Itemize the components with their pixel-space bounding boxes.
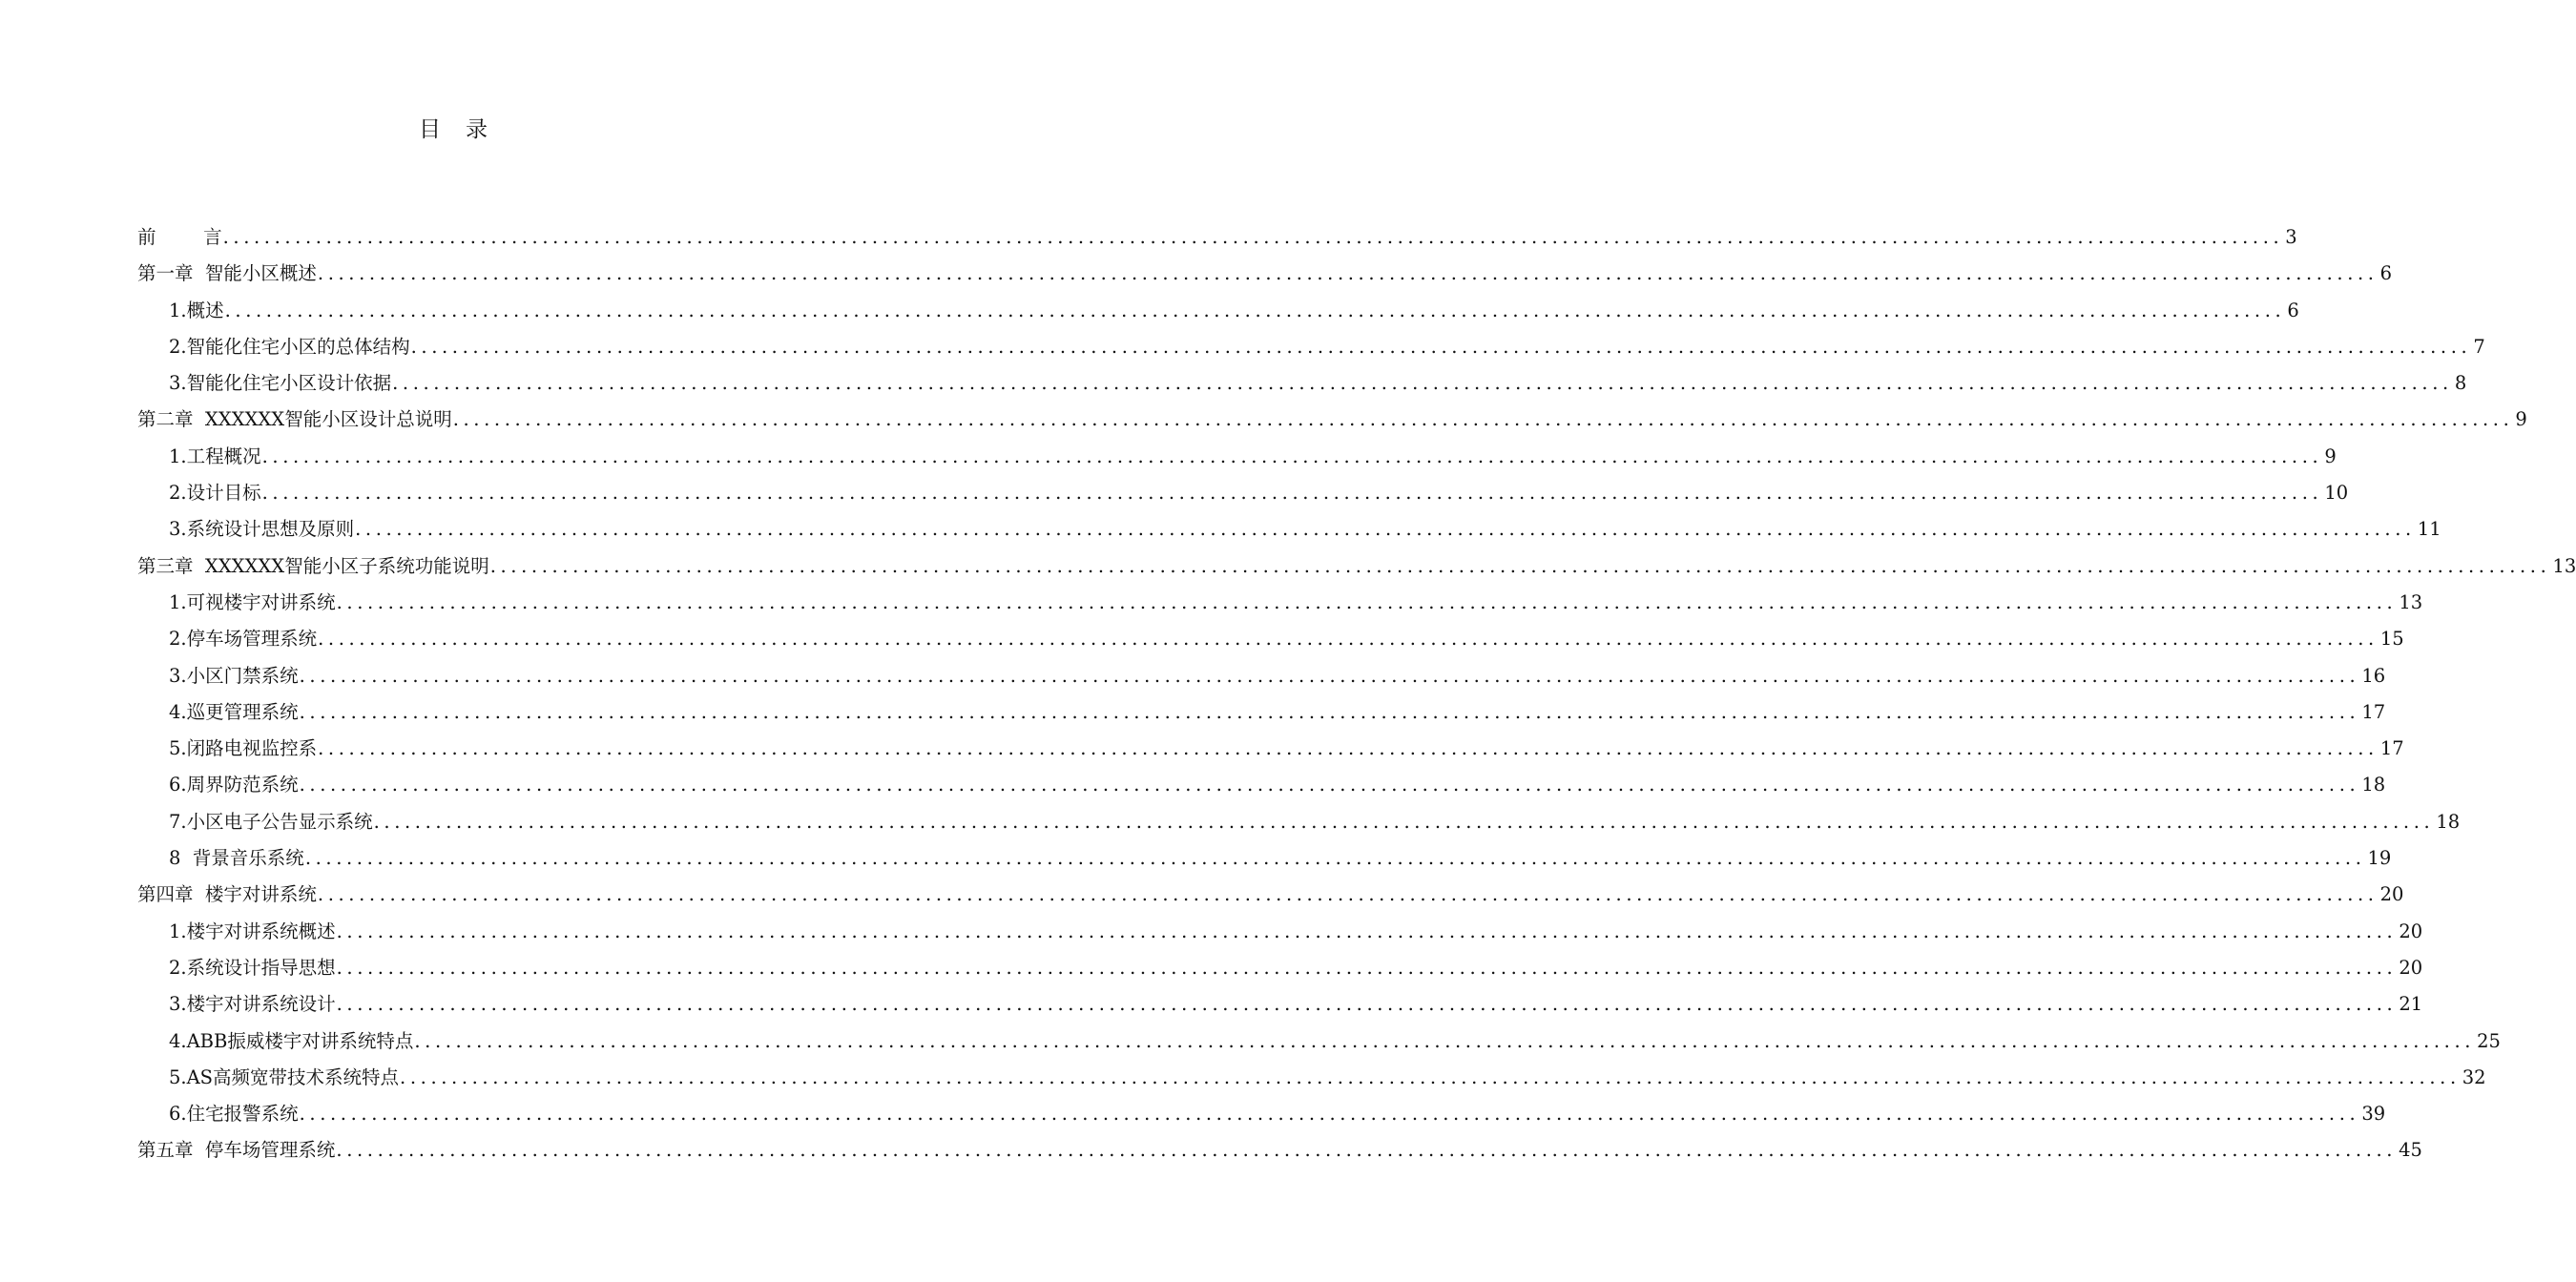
toc-entry-label: 第三章 XXXXXX智能小区子系统功能说明 bbox=[137, 554, 489, 577]
toc-page-number: 32 bbox=[2462, 1065, 2486, 1088]
toc-section-entry[interactable] bbox=[137, 1060, 2486, 1096]
toc-page-number: 9 bbox=[2515, 408, 2527, 431]
toc-section-entry[interactable] bbox=[137, 293, 2299, 329]
toc-entry-label: 前 言 bbox=[137, 226, 222, 248]
toc-section-entry[interactable] bbox=[137, 1096, 2386, 1132]
toc-dot-leader: ........................................................................................................................................................................................................ bbox=[336, 590, 2398, 613]
toc-section-entry[interactable] bbox=[137, 475, 2349, 511]
toc-entry-label: 1.工程概况 bbox=[169, 445, 261, 467]
page-title: 目录 bbox=[419, 117, 512, 142]
toc-page-number: 10 bbox=[2324, 482, 2349, 505]
toc-entry-label: 7.小区电子公告显示系统 bbox=[169, 810, 373, 833]
toc-page-number: 19 bbox=[2367, 847, 2392, 870]
toc-page-number: 11 bbox=[2417, 518, 2441, 541]
toc-section-entry[interactable] bbox=[137, 731, 2404, 767]
toc-chapter-entry[interactable] bbox=[137, 402, 2527, 438]
toc-page-number: 6 bbox=[2287, 299, 2299, 321]
toc-entry-label: 4.ABB振威楼宇对讲系统特点 bbox=[169, 1029, 414, 1052]
toc-dot-leader: ........................................................................................................................................................................................................ bbox=[373, 810, 2435, 833]
toc-page-number: 21 bbox=[2399, 993, 2423, 1016]
toc-section-entry[interactable] bbox=[137, 658, 2386, 694]
table-of-contents bbox=[137, 219, 2576, 1169]
toc-section-entry[interactable] bbox=[137, 621, 2404, 657]
toc-page-number: 9 bbox=[2324, 445, 2337, 467]
toc-entry-label: 2.智能化住宅小区的总体结构 bbox=[169, 335, 410, 358]
toc-dot-leader: ........................................................................................................................................................................................................ bbox=[299, 664, 2360, 687]
toc-section-entry[interactable] bbox=[137, 511, 2441, 548]
toc-dot-leader: ........................................................................................................................................................................................................ bbox=[336, 956, 2398, 979]
toc-dot-leader: ........................................................................................................................................................................................................ bbox=[452, 408, 2514, 431]
toc-chapter-entry[interactable] bbox=[137, 877, 2404, 913]
toc-entry-label: 4.巡更管理系统 bbox=[169, 700, 299, 723]
toc-chapter-entry[interactable] bbox=[137, 548, 2576, 585]
toc-entry-label: 2.设计目标 bbox=[169, 482, 261, 505]
toc-entry-label: 第五章 停车场管理系统 bbox=[137, 1139, 336, 1162]
toc-entry-label: 3.楼宇对讲系统设计 bbox=[169, 993, 336, 1016]
toc-dot-leader: ........................................................................................................................................................................................................ bbox=[261, 482, 2323, 505]
toc-entry-label: 第二章 XXXXXX智能小区设计总说明 bbox=[137, 408, 452, 431]
toc-section-entry[interactable] bbox=[137, 585, 2423, 621]
toc-page-number: 25 bbox=[2477, 1029, 2501, 1052]
toc-section-entry[interactable] bbox=[137, 694, 2386, 731]
toc-page-number: 20 bbox=[2399, 956, 2423, 979]
toc-dot-leader: ........................................................................................................................................................................................................ bbox=[336, 1139, 2398, 1162]
toc-page-number: 17 bbox=[2379, 737, 2404, 760]
toc-entry-label: 3.系统设计思想及原则 bbox=[169, 518, 355, 541]
toc-dot-leader: ........................................................................................................................................................................................................ bbox=[414, 1029, 2476, 1052]
toc-page-number: 20 bbox=[2379, 883, 2404, 906]
toc-dot-leader: ........................................................................................................................................................................................................ bbox=[261, 445, 2323, 467]
toc-entry-label: 8 背景音乐系统 bbox=[169, 847, 304, 870]
toc-entry-label: 1.可视楼宇对讲系统 bbox=[169, 590, 336, 613]
toc-page-number: 39 bbox=[2361, 1103, 2386, 1126]
toc-dot-leader: ........................................................................................................................................................................................................ bbox=[224, 299, 2286, 321]
toc-chapter-entry[interactable] bbox=[137, 256, 2393, 292]
toc-page-number: 18 bbox=[2361, 774, 2386, 796]
toc-dot-leader: ........................................................................................................................................................................................................ bbox=[318, 737, 2379, 760]
toc-entry-label: 5.AS高频宽带技术系统特点 bbox=[169, 1065, 400, 1088]
toc-section-entry[interactable] bbox=[137, 986, 2423, 1023]
toc-page-number: 6 bbox=[2379, 262, 2393, 285]
toc-page-number: 15 bbox=[2379, 628, 2404, 651]
toc-dot-leader: ........................................................................................................................................................................................................ bbox=[299, 700, 2360, 723]
toc-dot-leader: ........................................................................................................................................................................................................ bbox=[318, 628, 2379, 651]
toc-entry-label: 6.周界防范系统 bbox=[169, 774, 299, 796]
toc-entry-label: 2.停车场管理系统 bbox=[169, 628, 318, 651]
toc-dot-leader: ........................................................................................................................................................................................................ bbox=[392, 372, 2453, 395]
toc-section-entry[interactable] bbox=[137, 365, 2467, 402]
toc-dot-leader: ........................................................................................................................................................................................................ bbox=[299, 774, 2360, 796]
toc-entry-label: 第一章 智能小区概述 bbox=[137, 262, 317, 285]
toc-section-entry[interactable] bbox=[137, 767, 2386, 803]
toc-page-number: 8 bbox=[2454, 372, 2467, 395]
toc-dot-leader: ........................................................................................................................................................................................................ bbox=[336, 993, 2398, 1016]
toc-chapter-entry[interactable] bbox=[137, 219, 2297, 256]
toc-dot-leader: ........................................................................................................................................................................................................ bbox=[336, 920, 2398, 942]
toc-dot-leader: ........................................................................................................................................................................................................ bbox=[355, 518, 2416, 541]
toc-dot-leader: ........................................................................................................................................................................................................ bbox=[489, 554, 2551, 577]
toc-entry-label: 第四章 楼宇对讲系统 bbox=[137, 883, 317, 906]
toc-section-entry[interactable] bbox=[137, 804, 2461, 840]
toc-section-entry[interactable] bbox=[137, 840, 2392, 877]
toc-page-number: 20 bbox=[2399, 920, 2423, 942]
toc-dot-leader: ........................................................................................................................................................................................................ bbox=[304, 847, 2366, 870]
toc-entry-label: 2.系统设计指导思想 bbox=[169, 956, 336, 979]
toc-page-number: 16 bbox=[2361, 664, 2386, 687]
toc-entry-label: 5.闭路电视监控系 bbox=[169, 737, 318, 760]
toc-dot-leader: ........................................................................................................................................................................................................ bbox=[400, 1065, 2461, 1088]
toc-section-entry[interactable] bbox=[137, 914, 2423, 950]
toc-page-number: 17 bbox=[2361, 700, 2386, 723]
toc-page-number: 13 bbox=[2552, 554, 2576, 577]
toc-entry-label: 6.住宅报警系统 bbox=[169, 1103, 299, 1126]
toc-page-number: 45 bbox=[2399, 1139, 2422, 1162]
toc-dot-leader: ........................................................................................................................................................................................................ bbox=[410, 335, 2472, 358]
toc-entry-label: 1.概述 bbox=[169, 299, 224, 321]
toc-entry-label: 3.小区门禁系统 bbox=[169, 664, 299, 687]
toc-entry-label: 3.智能化住宅小区设计依据 bbox=[169, 372, 392, 395]
toc-section-entry[interactable] bbox=[137, 329, 2485, 365]
toc-dot-leader: ........................................................................................................................................................................................................ bbox=[299, 1103, 2360, 1126]
toc-chapter-entry[interactable] bbox=[137, 1132, 2422, 1168]
toc-section-entry[interactable] bbox=[137, 439, 2337, 475]
toc-dot-leader: ........................................................................................................................................................................................................ bbox=[317, 883, 2379, 906]
toc-dot-leader: ........................................................................................................................................................................................................ bbox=[317, 262, 2379, 285]
toc-section-entry[interactable] bbox=[137, 1024, 2501, 1060]
toc-page-number: 7 bbox=[2473, 335, 2485, 358]
toc-entry-label: 1.楼宇对讲系统概述 bbox=[169, 920, 336, 942]
toc-dot-leader: ........................................................................................................................................................................................................ bbox=[222, 226, 2284, 248]
toc-section-entry[interactable] bbox=[137, 950, 2423, 986]
toc-page-number: 3 bbox=[2285, 226, 2297, 248]
toc-page-number: 13 bbox=[2399, 590, 2423, 613]
toc-page-number: 18 bbox=[2436, 810, 2461, 833]
